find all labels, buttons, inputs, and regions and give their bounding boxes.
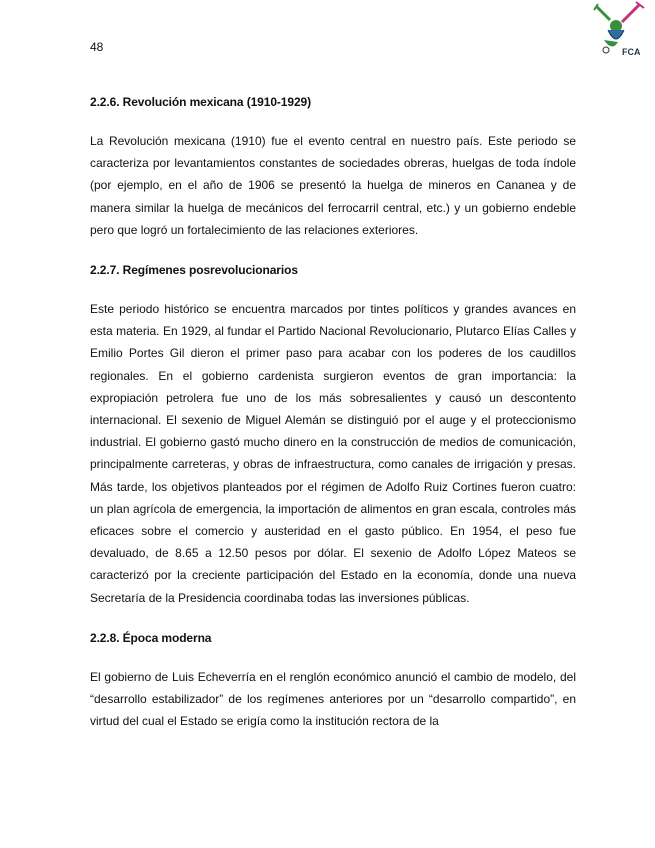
- document-body: [90, 94, 576, 753]
- section-paragraph-posrevolucionarios: Este periodo histórico se encuentra marcados por tintes políticos y grandes avances en esta materia. En 1929, al fundar el Partido Nacional Revolucionario, Plutarco Elías Calles y Emilio Portes Gil dieron el primer paso para acabar con los poderes de los caudillos regionales. En el gobierno cardenista surgieron eventos de gran importancia: la expropiación petrolera fue uno de los más sobresalientes y causó un descontento internacional. El sexenio de Miguel Alemán se distinguió por el auge y el proteccionismo industrial. El gobierno gastó mucho dinero en la construcción de medios de comunicación, principalmente carreteras, y obras de infraestructura, como canales de irrigación y presas. Más tarde, los objetivos planteados por el régimen de Adolfo Ruiz Cortines fueron cuatro: un plan agrícola de emergencia, la importación de alimentos en gran escala, controles más eficaces sobre el comercio y austeridad en el gasto público. En 1954, el peso fue devaluado, de 8.65 a 12.50 pesos por dólar. El sexenio de Adolfo López Mateos se caracterizó por la creciente participación del Estado en la economía, donde una nueva Secretaría de la Presidencia coordinaba todas las inversiones públicas.: [90, 302, 576, 605]
- section-paragraph-epoca-moderna: El gobierno de Luis Echeverría en el renglón económico anunció el cambio de modelo, del “desarrollo estabilizador” de los regímenes anteriores por un “desarrollo compartido”, en virtud del cual el Estado se erigía como la institución rectora de la: [90, 669, 576, 729]
- section-paragraph-revolucion: La Revolución mexicana (1910) fue el evento central en nuestro país. Este periodo se caracteriza por levantamientos constantes de sociedades obreras, huelgas de toda índole (por ejemplo, en el año de 1906 se presentó la huelga de mineros en Cananea y de manera similar la huelga de mecánicos del ferrocarril central, etc.) y un gobierno endeble pero que logró un fortalecimiento de las relaciones exteriores.: [90, 134, 576, 237]
- page-number: 48: [90, 40, 104, 54]
- section-heading-posrevolucionarios: 2.2.7. Regímenes posrevolucionarios: [90, 263, 298, 278]
- fca-faculty-logo-icon: [588, 0, 650, 62]
- logo-text: FCA: [622, 47, 641, 57]
- section-heading-revolucion: 2.2.6. Revolución mexicana (1910-1929): [90, 95, 311, 109]
- section-heading-epoca-moderna: 2.2.8. Época moderna: [90, 630, 212, 645]
